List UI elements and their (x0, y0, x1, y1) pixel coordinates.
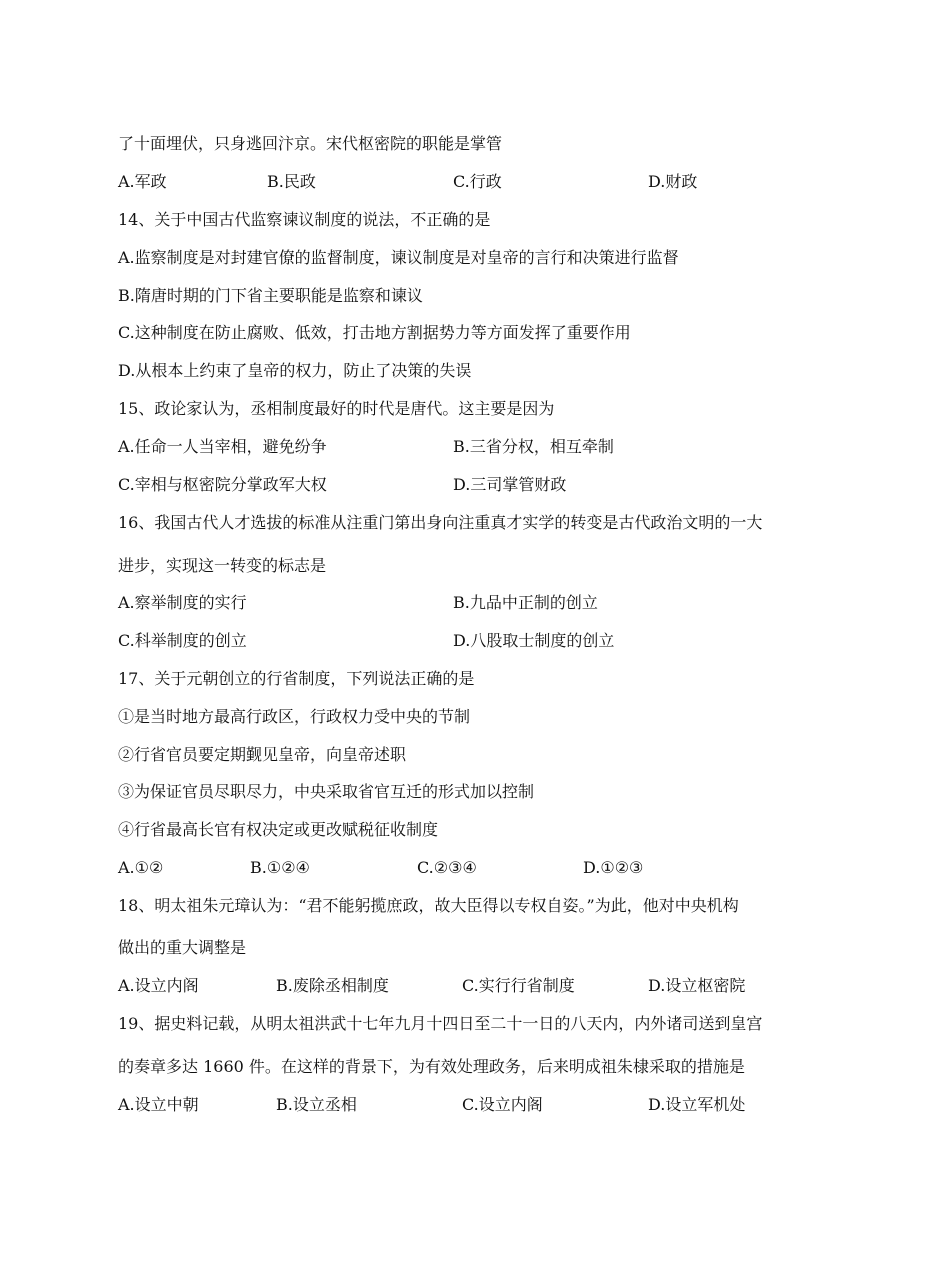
q13-option-b: B.民政 (267, 172, 316, 191)
q14-option-c: C.这种制度在防止腐败、低效，打击地方割据势力等方面发挥了重要作用 (118, 323, 631, 342)
q15-option-d: D.三司掌管财政 (453, 475, 567, 494)
q18-option-c: C.实行行省制度 (462, 976, 575, 995)
q13-option-d: D.财政 (648, 172, 698, 191)
q16-stem-line1: 16、我国古代人才选拔的标准从注重门第出身向注重真才实学的转变是古代政治文明的一大 (118, 513, 763, 532)
q16-option-c: C.科举制度的创立 (118, 631, 247, 650)
q13-option-c: C.行政 (453, 172, 502, 191)
q17-item-2: ②行省官员要定期觐见皇帝，向皇帝述职 (118, 745, 407, 764)
q18-option-d: D.设立枢密院 (648, 976, 746, 995)
q17-item-1: ①是当时地方最高行政区，行政权力受中央的节制 (118, 707, 471, 726)
q18-stem-line2: 做出的重大调整是 (118, 938, 247, 957)
q13-option-a: A.军政 (118, 172, 167, 191)
q16-option-a: A.察举制度的实行 (118, 593, 247, 612)
q17-item-3: ③为保证官员尽职尽力，中央采取省官互迁的形式加以控制 (118, 782, 535, 801)
q17-option-c: C.②③④ (417, 858, 477, 877)
q15-option-a: A.任命一人当宰相，避免纷争 (118, 437, 327, 456)
q17-item-4: ④行省最高长官有权决定或更改赋税征收制度 (118, 820, 439, 839)
q18-option-a: A.设立内阁 (118, 976, 199, 995)
q16-stem-line2: 进步，实现这一转变的标志是 (118, 556, 327, 575)
q14-option-d: D.从根本上约束了皇帝的权力，防止了决策的失误 (118, 361, 472, 380)
q19-option-b: B.设立丞相 (276, 1095, 357, 1114)
q19-stem-line1: 19、据史料记载，从明太祖洪武十七年九月十四日至二十一日的八天内，内外诸司送到皇宫 (118, 1014, 763, 1033)
q19-option-c: C.设立内阁 (462, 1095, 543, 1114)
q17-stem: 17、关于元朝创立的行省制度，下列说法正确的是 (118, 669, 475, 688)
q15-option-b: B.三省分权，相互牵制 (453, 437, 614, 456)
q16-option-b: B.九品中正制的创立 (453, 593, 598, 612)
q17-option-a: A.①② (118, 858, 164, 877)
q19-stem-line2: 的奏章多达 1660 件。在这样的背景下，为有效处理政务，后来明成祖朱棣采取的措施是 (118, 1057, 745, 1076)
q13-stem-continuation: 了十面埋伏，只身逃回汴京。宋代枢密院的职能是掌管 (118, 134, 503, 153)
q17-option-d: D.①②③ (583, 858, 644, 877)
q17-option-b: B.①②④ (250, 858, 310, 877)
q15-option-c: C.宰相与枢密院分掌政军大权 (118, 475, 327, 494)
q18-option-b: B.废除丞相制度 (276, 976, 389, 995)
q14-option-a: A.监察制度是对封建官僚的监督制度，谏议制度是对皇帝的言行和决策进行监督 (118, 248, 679, 267)
q14-stem: 14、关于中国古代监察谏议制度的说法，不正确的是 (118, 210, 491, 229)
q16-option-d: D.八股取士制度的创立 (453, 631, 615, 650)
q14-option-b: B.隋唐时期的门下省主要职能是监察和谏议 (118, 286, 423, 305)
q19-option-a: A.设立中朝 (118, 1095, 199, 1114)
q19-option-d: D.设立军机处 (648, 1095, 746, 1114)
q15-stem: 15、政论家认为，丞相制度最好的时代是唐代。这主要是因为 (118, 399, 555, 418)
q18-stem-line1: 18、明太祖朱元璋认为：“君不能躬揽庶政，故大臣得以专权自姿。”为此，他对中央机构 (118, 896, 739, 915)
